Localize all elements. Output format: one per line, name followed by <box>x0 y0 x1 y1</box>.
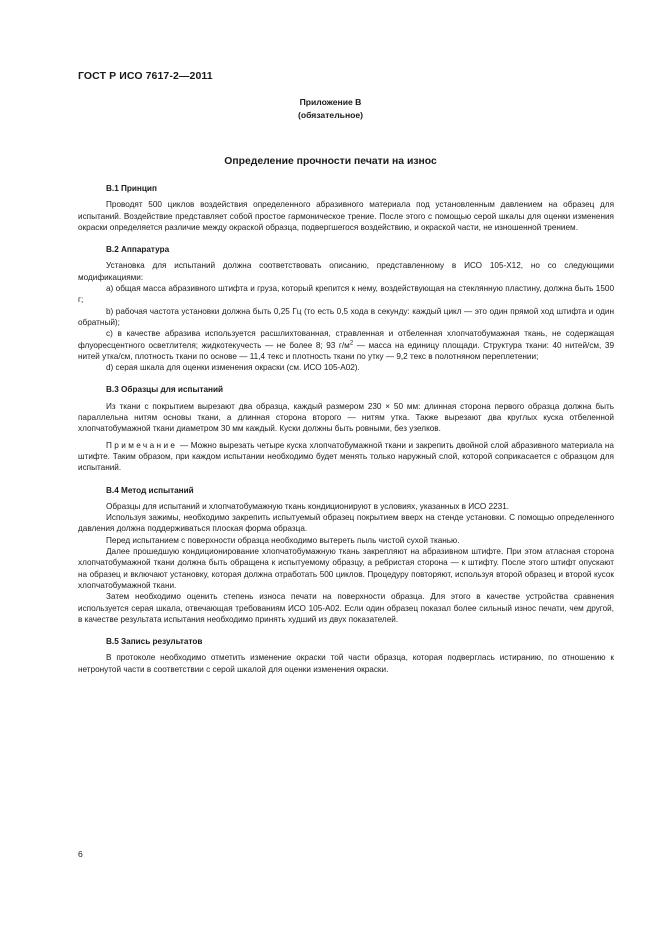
paragraph: Проводят 500 циклов воздействия определенного абразивного материала под установленным давлением на образец для испытаний. Воздействие представляет собой простое гармоническое трение. После этого с помощью серой шкалы для оценки изменения окраски определяется различие между окраской образца, подвергшегося воздействию, и окраской части, не изношенной трением. <box>78 200 614 232</box>
heading-b3: В.3 Образцы для испытаний <box>106 385 224 395</box>
paragraph: Затем необходимо оценить степень износа печати на поверхности образца. Для этого в качестве устройства сравнения используется серая шкала, отвечающая требованиям ИСО 105-А02. Если один образец показал более сильный износ печати, чем другой, в качестве результата испытания необходимо принять худший из двух показателей. <box>78 592 614 624</box>
heading-b4: В.4 Метод испытаний <box>106 485 194 495</box>
note-text: — Можно вырезать четыре куска хлопчатобумажной ткани и закрепить двойной слой абразивного материала на штифте. Таким образом, при каждом испытании необходимо будет менять только наружный слой, которой соприкасается с образцом для испытаний. <box>78 440 614 473</box>
list-item-a: а) общая масса абразивного штифта и груза, который крепится к нему, воздействующая на стеклянную пластину, должна быть 1500 г; <box>78 284 614 305</box>
heading-b1: В.1 Принцип <box>106 184 157 193</box>
paragraph: Перед испытанием с поверхности образца необходимо вытереть пыль чистой сухой тканью. <box>106 535 460 545</box>
section-title: Определение прочности печати на износ <box>224 156 437 167</box>
note-label: Примечание <box>106 440 178 450</box>
heading-b5: В.5 Запись результатов <box>106 637 203 647</box>
standard-header: ГОСТ Р ИСО 7617-2—2011 <box>78 70 213 82</box>
note <box>78 440 614 474</box>
list-item-c <box>78 328 614 362</box>
annex-block <box>0 96 661 122</box>
list-item-c-text-end: — масса на единицу площади. Структура ткани: 40 нитей/см, 39 нитей утка/см, плотность ткани по основе — 11,4 текс и плотность ткани по утку — 9,2 текс в полотняном переплетении; <box>78 340 614 361</box>
superscript: 2 <box>349 339 354 346</box>
paragraph: Образцы для испытаний и хлопчатобумажную ткань кондиционируют в условиях, указанных в ИСО 2231. <box>106 501 510 511</box>
annex-title: Приложение В <box>299 97 362 107</box>
page-number: 6 <box>78 849 83 859</box>
list-item-d: d) серая шкала для оценки изменения окраски (см. ИСО 105-А02). <box>106 363 360 373</box>
paragraph: Используя зажимы, необходимо закрепить испытуемый образец покрытием вверх на стенде установки. С помощью определенного давления должна поддерживаться плоская форма образца. <box>78 513 614 534</box>
paragraph: Из ткани с покрытием вырезают два образца, каждый размером 230 × 50 мм: длинная сторона первого образца должна быть параллельна нитям основы ткани, а длинная сторона второго — нитям утка. Также вырезают два круглых куска отбеленной хлопчатобумажной ткани диаметром 30 мм каждый. Куски должны быть ровными, без узелков. <box>78 401 614 434</box>
list-item-b: b) рабочая частота установки должна быть 0,25 Гц (то есть 0,5 хода в секунду: каждый цикл — это один прямой ход штифта и один обратный); <box>78 306 614 327</box>
paragraph: В протоколе необходимо отметить изменение окраски той части образца, которая подверглась истиранию, по отношению к нетронутой части в соответствии с серой шкалой для оценки изменения окраски. <box>78 653 614 674</box>
annex-status: (обязательное) <box>297 110 364 120</box>
heading-b2: В.2 Аппаратура <box>106 245 170 255</box>
document-body <box>78 183 614 675</box>
paragraph: Установка для испытаний должна соответствовать описанию, представленному в ИСО 105-Х12, но со следующими модификациями: <box>78 261 614 282</box>
paragraph: Далее прошедшую кондиционирование хлопчатобумажную ткань закрепляют на абразивном штифте. При этом атласная сторона хлопчатобумажной ткани должна быть обращена к испытуемому образцу, а ребристая сторона — к штифту. После этого штифт опускают на образец и включают установку, которая должна отработать 500 циклов. Процедуру повторяют, используя второй образец и второй кусок хлопчатобумажной ткани. <box>78 547 614 590</box>
list-item-c-text: с) в качестве абразива используется расшлихтованная, стравленная и отбеленная хлопчатобумажная ткань, не содержащая флуоресцентного осветлителя; жидкотекучесть — не более 8; 93 г/м <box>78 329 614 350</box>
